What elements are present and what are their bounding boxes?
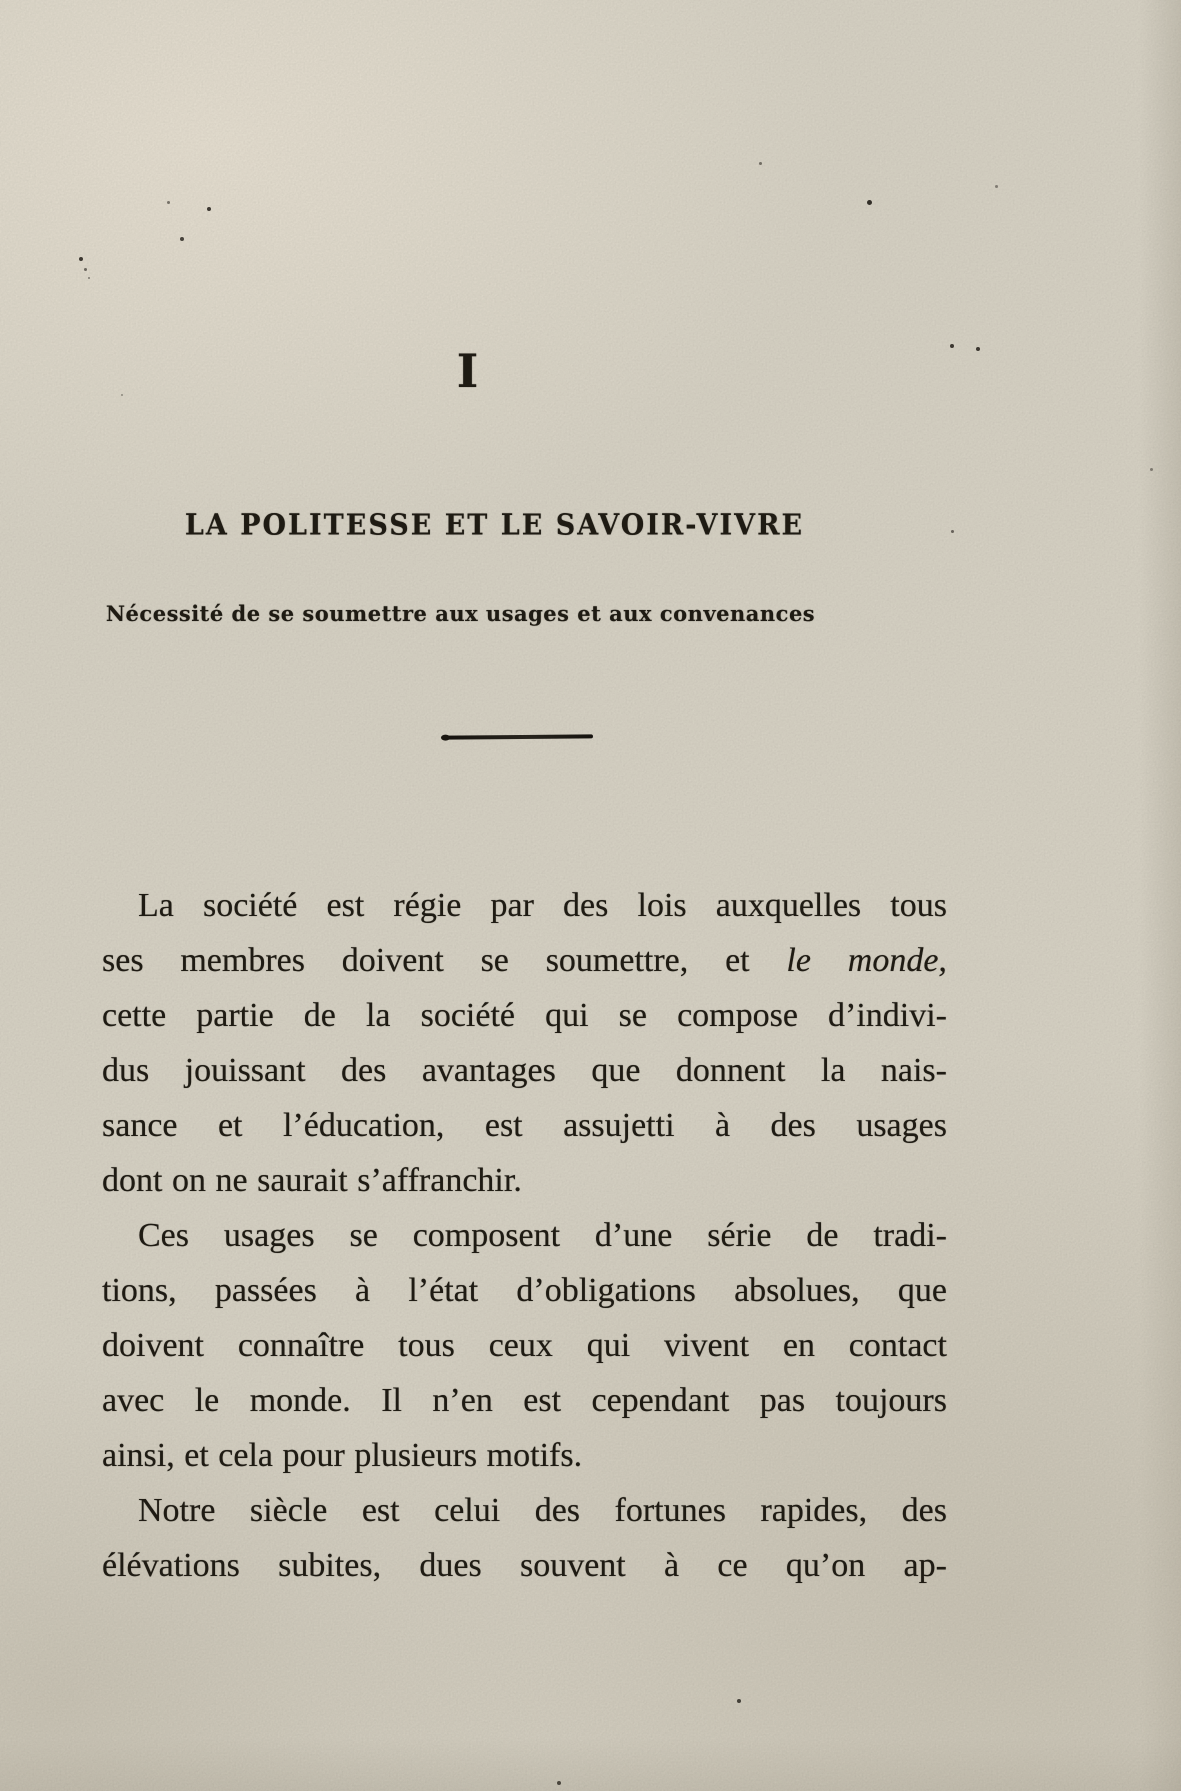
text-line — [102, 878, 947, 933]
word: doivent — [102, 1327, 204, 1364]
word: tradi- — [873, 1217, 947, 1254]
word: à — [714, 1107, 731, 1144]
ink-speck — [557, 1781, 561, 1785]
word: absolues, — [734, 1272, 860, 1309]
word: des — [901, 1492, 947, 1529]
word: en — [782, 1327, 815, 1364]
word: de — [303, 997, 336, 1034]
word: connaître — [237, 1327, 365, 1364]
word: dus — [102, 1052, 150, 1089]
word: La — [138, 887, 174, 924]
word: ce — [717, 1547, 748, 1584]
word: composent — [412, 1217, 561, 1254]
ink-speck — [167, 201, 170, 204]
ink-speck — [951, 530, 954, 533]
word: dont — [102, 1162, 163, 1199]
ink-speck — [79, 257, 83, 261]
word: motifs. — [486, 1437, 583, 1474]
word: assujetti — [563, 1107, 675, 1144]
word: contact — [848, 1327, 947, 1364]
word: monde, — [847, 942, 947, 979]
word: Notre — [138, 1492, 216, 1529]
word: l’état — [408, 1272, 479, 1309]
word: usages — [856, 1107, 947, 1144]
word: n’en — [432, 1382, 493, 1419]
word: l’éducation, — [282, 1107, 445, 1144]
ink-speck — [121, 394, 123, 396]
word: tous — [890, 887, 947, 924]
word: on — [171, 1162, 206, 1199]
word: siècle — [249, 1492, 328, 1529]
word: partie — [196, 997, 274, 1034]
word: des — [534, 1492, 581, 1529]
word: d’indivi- — [828, 997, 947, 1034]
section-divider-rule — [442, 734, 592, 739]
ink-speck — [88, 277, 90, 279]
word: d’une — [594, 1217, 673, 1254]
word: tions, — [102, 1272, 177, 1309]
word: et — [217, 1107, 243, 1144]
word: des — [563, 887, 609, 924]
word: ap- — [903, 1547, 947, 1584]
ink-speck — [950, 344, 954, 348]
ink-speck — [737, 1699, 741, 1703]
text-line — [102, 1098, 947, 1153]
word: toujours — [835, 1382, 947, 1419]
word: élévations — [102, 1547, 240, 1584]
word: sance — [102, 1107, 178, 1144]
word: avec — [102, 1382, 165, 1419]
ink-speck — [867, 200, 872, 205]
word: subites, — [278, 1547, 382, 1584]
word: série — [707, 1217, 772, 1254]
word: passées — [214, 1272, 317, 1309]
word: pour — [282, 1437, 345, 1474]
ink-speck — [84, 268, 87, 271]
word: est — [326, 887, 365, 924]
text-line — [102, 988, 947, 1043]
word: que — [591, 1052, 641, 1089]
word: saurait — [257, 1162, 348, 1199]
word: est — [523, 1382, 562, 1419]
word: régie — [393, 887, 462, 924]
text-line — [102, 1263, 947, 1318]
text-line — [102, 1373, 947, 1428]
word: le — [786, 942, 811, 979]
word: Ces — [138, 1217, 189, 1254]
text-line — [102, 1043, 947, 1098]
word: ses — [102, 942, 144, 979]
word: auxquelles — [715, 887, 862, 924]
word: Il — [381, 1382, 402, 1419]
page-subtitle: Nécessité de se soumettre aux usages et aux convenances — [105, 601, 816, 626]
word: donnent — [675, 1052, 786, 1089]
word: usages — [223, 1217, 315, 1254]
chapter-number: I — [456, 344, 479, 398]
word: cette — [102, 997, 167, 1034]
word: dues — [419, 1547, 482, 1584]
word: nais- — [880, 1052, 947, 1089]
word: le — [194, 1382, 220, 1419]
word: société — [202, 887, 298, 924]
word: pas — [759, 1382, 806, 1419]
word: fortunes — [614, 1492, 726, 1529]
word: plusieurs — [354, 1437, 478, 1474]
word: d’obligations — [516, 1272, 696, 1309]
text-line — [102, 1538, 947, 1593]
word: se — [480, 942, 509, 979]
ink-speck — [995, 185, 998, 188]
word: est — [361, 1492, 400, 1529]
text-line — [102, 1428, 947, 1483]
word: ceux — [488, 1327, 553, 1364]
word: à — [355, 1272, 371, 1309]
word: soumettre, — [545, 942, 689, 979]
word: se — [349, 1217, 378, 1254]
text-line — [102, 1483, 947, 1538]
word: vivent — [664, 1327, 750, 1364]
text-line — [102, 1208, 947, 1263]
word: qui — [545, 997, 589, 1034]
word: ainsi, — [102, 1437, 175, 1474]
word: la — [820, 1052, 846, 1089]
ink-speck — [759, 162, 762, 165]
ink-speck — [207, 207, 211, 211]
word: ne — [215, 1162, 248, 1199]
word: la — [365, 997, 391, 1034]
word: est — [484, 1107, 523, 1144]
word: de — [806, 1217, 839, 1254]
word: des — [341, 1052, 387, 1089]
word: rapides, — [760, 1492, 868, 1529]
word: qu’on — [785, 1547, 866, 1584]
word: membres — [180, 942, 305, 979]
text-line — [102, 1318, 947, 1373]
word: monde. — [249, 1382, 351, 1419]
word: et — [725, 942, 750, 979]
word: jouissant — [184, 1052, 306, 1089]
ink-speck — [180, 237, 184, 241]
word: et — [184, 1437, 209, 1474]
word: compose — [677, 997, 798, 1034]
text-line — [102, 1153, 947, 1208]
word: cependant — [591, 1382, 730, 1419]
ink-speck — [1150, 468, 1153, 471]
word: par — [490, 887, 534, 924]
word: cela — [218, 1437, 274, 1474]
word: tous — [398, 1327, 455, 1364]
word: société — [420, 997, 515, 1034]
word: des — [770, 1107, 816, 1144]
word: qui — [586, 1327, 631, 1364]
word: que — [897, 1272, 947, 1309]
word: souvent — [519, 1547, 626, 1584]
ink-speck — [976, 347, 980, 351]
word: s’affranchir. — [357, 1162, 522, 1199]
word: doivent — [341, 942, 444, 979]
body-text — [102, 878, 947, 1593]
word: avantages — [421, 1052, 556, 1089]
text-line — [102, 933, 947, 988]
word: lois — [637, 887, 687, 924]
word: se — [618, 997, 647, 1034]
page-title: LA POLITESSE ET LE SAVOIR-VIVRE — [184, 508, 805, 543]
word: celui — [434, 1492, 501, 1529]
word: à — [664, 1547, 680, 1584]
